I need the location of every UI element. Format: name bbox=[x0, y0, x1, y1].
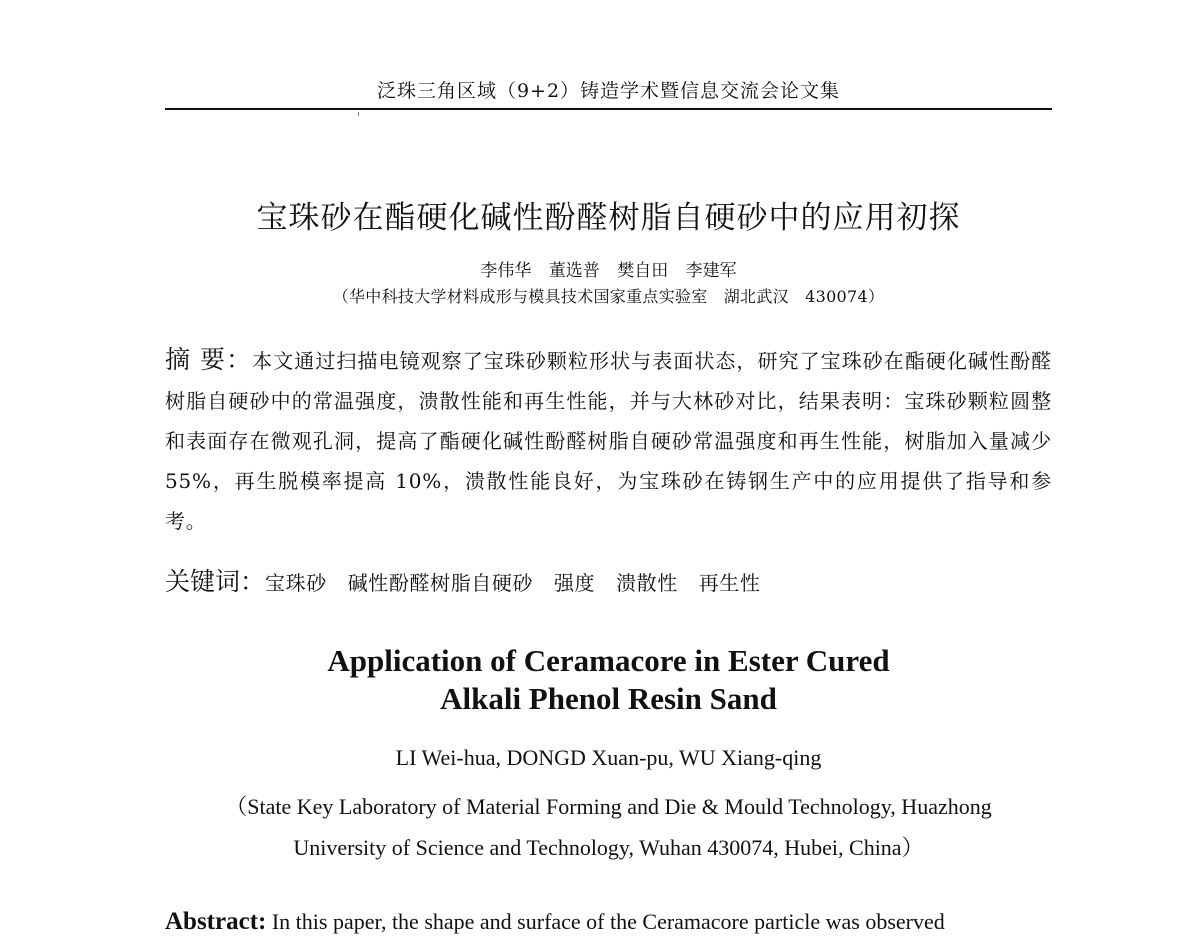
chinese-title: 宝珠砂在酯硬化碱性酚醛树脂自硬砂中的应用初探 bbox=[256, 200, 961, 236]
chinese-authors: 李伟华 董选普 樊自田 李建军 bbox=[480, 261, 737, 281]
chinese-abstract-label: 摘 要： bbox=[165, 345, 253, 374]
chinese-abstract-text: 本文通过扫描电镜观察了宝珠砂颗粒形状与表面状态，研究了宝珠砂在酯硬化碱性酚醛树脂自硬砂中的常温强度，溃散性能和再生性能，并与大林砂对比，结果表明：宝珠砂颗粒圆整和表面存在微观孔洞，提高了酯硬化碱性酚醛树脂自硬砂常温强度和再生性能，树脂加入量减少 55%，再生脱模率提高 10%，溃散性能良好，为宝珠砂在铸钢生产中的应用提供了指导和参考。 bbox=[165, 349, 1052, 533]
header-tick-mark bbox=[358, 112, 359, 116]
english-authors: LI Wei-hua, DONGD Xuan-pu, WU Xiang-qing bbox=[395, 745, 822, 770]
chinese-keywords-label: 关键词： bbox=[165, 567, 266, 596]
chinese-abstract bbox=[165, 340, 1052, 541]
english-affiliation-line-1: （State Key Laboratory of Material Forming and Die & Mould Technology, Huazhong bbox=[225, 794, 992, 819]
english-title-line-2: Alkali Phenol Resin Sand bbox=[440, 681, 777, 716]
chinese-keywords-list: 宝珠砂 碱性酚醛树脂自硬砂 强度 溃散性 再生性 bbox=[265, 571, 761, 595]
english-title-line-1: Application of Ceramacore in Ester Cured bbox=[327, 643, 890, 678]
english-affiliation bbox=[165, 786, 1052, 868]
header-rule bbox=[165, 108, 1052, 110]
english-title bbox=[165, 642, 1052, 718]
running-header: 泛珠三角区域（9+2）铸造学术暨信息交流会论文集 bbox=[376, 80, 841, 102]
english-abstract-text: In this paper, the shape and surface of the Ceramacore particle was observed bbox=[266, 909, 945, 934]
chinese-keywords bbox=[165, 562, 1052, 598]
english-affiliation-line-2: University of Science and Technology, Wuhan 430074, Hubei, China） bbox=[293, 835, 924, 860]
chinese-affiliation: （华中科技大学材料成形与模具技术国家重点实验室 湖北武汉 430074） bbox=[332, 287, 885, 306]
english-abstract bbox=[165, 908, 1065, 936]
english-abstract-label: Abstract: bbox=[165, 908, 267, 935]
